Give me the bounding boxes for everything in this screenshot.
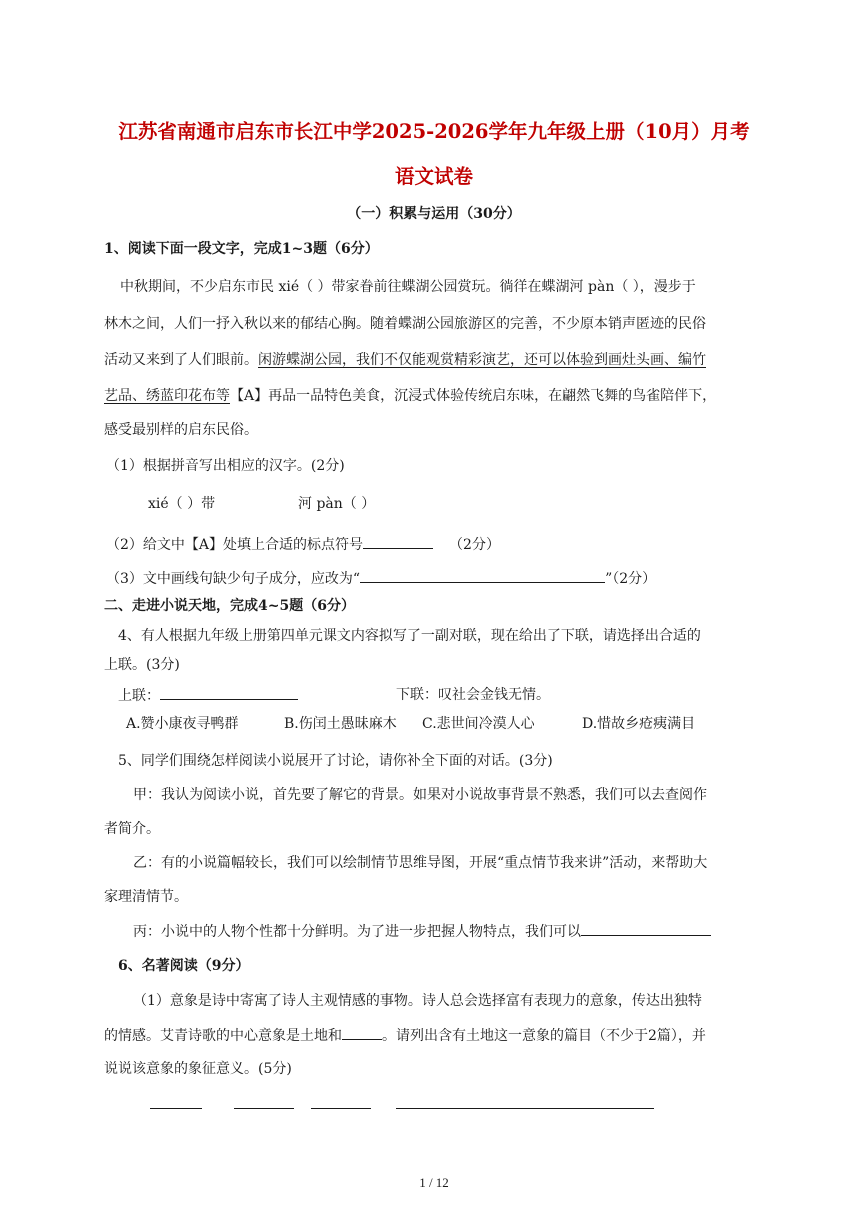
dialogue-jia: 者简介。	[104, 821, 160, 837]
section-heading: 二、走进小说天地，完成4~5题（6分）	[104, 598, 355, 614]
passage-text: 【A】再品一品特色美食，沉浸式体验传统启东味，在翩然飞舞的鸟雀陪伴下，	[230, 388, 717, 404]
exam-subtitle: 语文试卷	[394, 165, 473, 188]
answer-blank[interactable]	[363, 533, 433, 549]
question-5-heading: 5、同学们围绕怎样阅读小说展开了讨论，请你补全下面的对话。(3分)	[118, 753, 553, 769]
couplet-upper	[118, 684, 298, 705]
passage-line	[104, 349, 706, 369]
pinyin-item-pan: 河 pàn（ ）	[298, 496, 376, 512]
question-1-heading: 1、阅读下面一段文字，完成1~3题（6分）	[104, 241, 379, 257]
passage-text: 活动又来到了人们眼前。	[104, 352, 258, 368]
question-text: （2）给文中【A】处填上合适的标点符号	[106, 537, 364, 553]
option-c: C.悲世间冷漠人心	[422, 716, 535, 732]
page-number: 1 / 12	[419, 1175, 449, 1190]
question-4-text: 4、有人根据九年级上册第四单元课文内容拟写了一副对联，现在给出了下联，请选择出合适的	[118, 628, 701, 644]
option-b: B.伤闰土愚昧麻木	[284, 716, 397, 732]
question-1-2	[106, 533, 500, 554]
answer-blank[interactable]	[234, 1093, 294, 1109]
question-6-text: （1）意象是诗中寄寓了诗人主观情感的事物。诗人总会选择富有表现力的意象，传达出独特	[133, 993, 702, 1009]
question-1-3	[106, 567, 656, 588]
option-a: A.赞小康夜寻鸭群	[126, 716, 239, 732]
answer-blank[interactable]	[160, 684, 298, 700]
dialogue-text: 丙：小说中的人物个性都十分鲜明。为了进一步把握人物特点，我们可以	[133, 924, 581, 940]
answer-blank[interactable]	[342, 1024, 382, 1040]
exam-title: 江苏省南通市启东市长江中学2025-2026学年九年级上册（10月）月考	[118, 120, 750, 143]
passage-line: 林木之间，人们一抒入秋以来的郁结心胸。随着蝶湖公园旅游区的完善，不少原本销声匿迹的民俗	[104, 316, 706, 332]
dialogue-jia: 甲：我认为阅读小说，首先要了解它的背景。如果对小说故事背景不熟悉，我们可以去查阅作	[133, 787, 707, 803]
question-text: （3）文中画线句缺少句子成分，应改为“	[106, 571, 361, 587]
question-6-text	[104, 1024, 706, 1045]
question-4-text: 上联。(3分)	[104, 657, 180, 673]
underlined-sentence: 艺品、绣蓝印花布等	[104, 388, 230, 404]
dialogue-yi: 家理清情节。	[104, 889, 188, 905]
pinyin-item-xie: xié（ ）带	[148, 496, 216, 512]
passage-line: 中秋期间，不少启东市民 xié（ ）带家眷前往蝶湖公园赏玩。徜徉在蝶湖河 pàn（ ），漫步于	[120, 279, 696, 295]
answer-blank[interactable]	[311, 1093, 371, 1109]
question-6-text: 说说该意象的象征意义。(5分)	[104, 1061, 292, 1077]
question-text: 的情感。艾青诗歌的中心意象是土地和	[104, 1028, 342, 1044]
question-text: 。请列出含有土地这一意象的篇目（不少于2篇），并	[382, 1028, 706, 1044]
dialogue-yi: 乙：有的小说篇幅较长，我们可以绘制情节思维导图，开展“重点情节我来讲”活动，来帮助大	[133, 855, 708, 871]
answer-blank[interactable]	[581, 920, 711, 936]
dialogue-bing	[133, 920, 711, 941]
passage-line	[104, 385, 716, 405]
question-6-heading: 6、名著阅读（9分）	[118, 958, 250, 974]
answer-blank[interactable]	[396, 1093, 654, 1109]
answer-blank[interactable]	[150, 1093, 202, 1109]
section-heading: （一）积累与运用（30分）	[347, 206, 521, 222]
answer-blank[interactable]	[360, 567, 605, 583]
score: ”（2分）	[605, 571, 657, 587]
label: 上联：	[118, 688, 160, 704]
option-d: D.惜故乡疮痍满目	[582, 716, 696, 732]
couplet-lower: 下联：叹社会金钱无情。	[396, 687, 550, 703]
score: （2分）	[449, 537, 500, 553]
question-1-1: （1）根据拼音写出相应的汉字。(2分)	[106, 458, 345, 474]
underlined-sentence: 闲游蝶湖公园，我们不仅能观赏精彩演艺，还可以体验到画灶头画、编竹	[258, 352, 706, 368]
passage-line: 感受最别样的启东民俗。	[104, 422, 258, 438]
